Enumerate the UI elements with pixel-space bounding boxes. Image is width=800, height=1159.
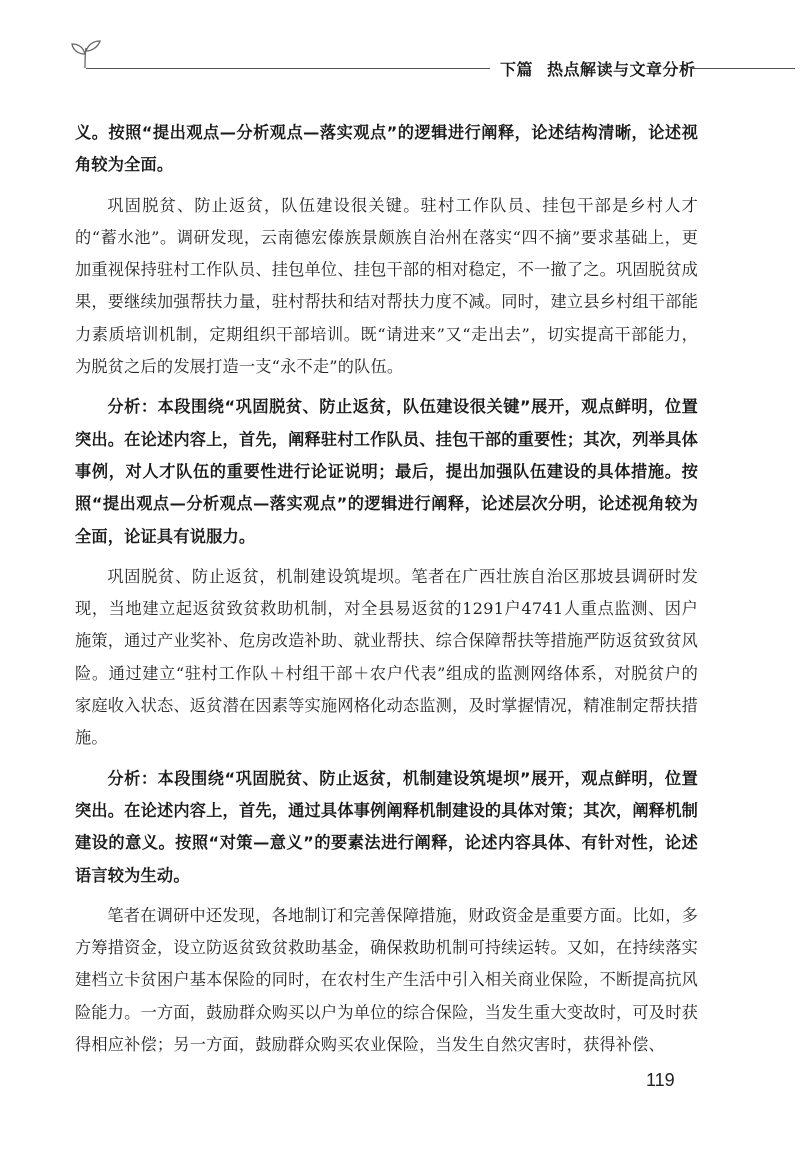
header-section-title: 热点解读与文章分析 <box>547 60 696 79</box>
header-title <box>500 57 696 80</box>
header-part: 下篇 <box>500 60 534 79</box>
analysis-paragraph: 分析：本段围绕“巩固脱贫、防止返贫，机制建设筑堤坝”展开，观点鲜明，位置突出。在论述内容上，首先，通过具体事例阐释机制建设的具体对策；其次，阐释机制建设的意义。按照“对策—意义”的要素法进行阐释，论述内容具体、有针对性，论述语言较为生动。 <box>75 768 698 885</box>
page-number: 119 <box>646 1070 675 1090</box>
analysis-paragraph: 分析：本段围绕“巩固脱贫、防止返贫，队伍建设很关键”展开，观点鲜明，位置突出。在论述内容上，首先，阐释驻村工作队员、挂包干部的重要性；其次，列举具体事例，对人才队伍的重要性进行论证说明；最后，提出加强队伍建设的具体措施。按照“提出观点—分析观点—落实观点”的逻辑进行阐释，论述层次分明，论述视角较为全面，论证具有说服力。 <box>75 397 698 546</box>
sprout-icon <box>70 38 104 76</box>
body-paragraph: 巩固脱贫、防止返贫，机制建设筑堤坝。笔者在广西壮族自治区那坡县调研时发现，当地建立起返贫致贫救助机制，对全县易返贫的1291户4741人重点监测、因户施策，通过产业奖补、危房改造补助、就业帮扶、综合保障帮扶等措施严防返贫致贫风险。通过建立“驻村工作队＋村组干部＋农户代表”组成的监测网络体系，对脱贫户的家庭收入状态、返贫潜在因素等实施网格化动态监测，及时掌握情况，精准制定帮扶措施。 <box>75 566 698 748</box>
body-paragraph: 笔者在调研中还发现，各地制订和完善保障措施，财政资金是重要方面。比如，多方筹措资金，设立防返贫致贫救助基金，确保救助机制可持续运转。又如，在持续落实建档立卡贫困户基本保险的同时，在农村生产生活中引入相关商业保险，不断提高抗风险能力。一方面，鼓励群众购买以户为单位的综合保险，当发生重大变故时，可及时获得相应补偿；另一方面，鼓励群众购买农业保险，当发生自然灾害时，获得补偿、 <box>75 905 698 1055</box>
header-rule-right <box>690 68 795 69</box>
analysis-paragraph: 义。按照“提出观点—分析观点—落实观点”的逻辑进行阐释，论述结构清晰，论述视角较为全面。 <box>75 123 698 175</box>
header-rule-left <box>86 68 490 69</box>
body-paragraph: 巩固脱贫、防止返贫，队伍建设很关键。驻村工作队员、挂包干部是乡村人才的“蓄水池”。调研发现，云南德宏傣族景颇族自治州在落实“四不摘”要求基础上，更加重视保持驻村工作队员、挂包单位、挂包干部的相对稳定，不一撤了之。巩固脱贫成果，要继续加强帮扶力量，驻村帮扶和结对帮扶力度不减。同时，建立县乡村组干部能力素质培训机制，定期组织干部培训。既“请进来”又“走出去”，切实提高干部能力，为脱贫之后的发展打造一支“永不走”的队伍。 <box>75 195 698 377</box>
page-header <box>0 36 800 80</box>
page-content <box>75 117 698 1069</box>
